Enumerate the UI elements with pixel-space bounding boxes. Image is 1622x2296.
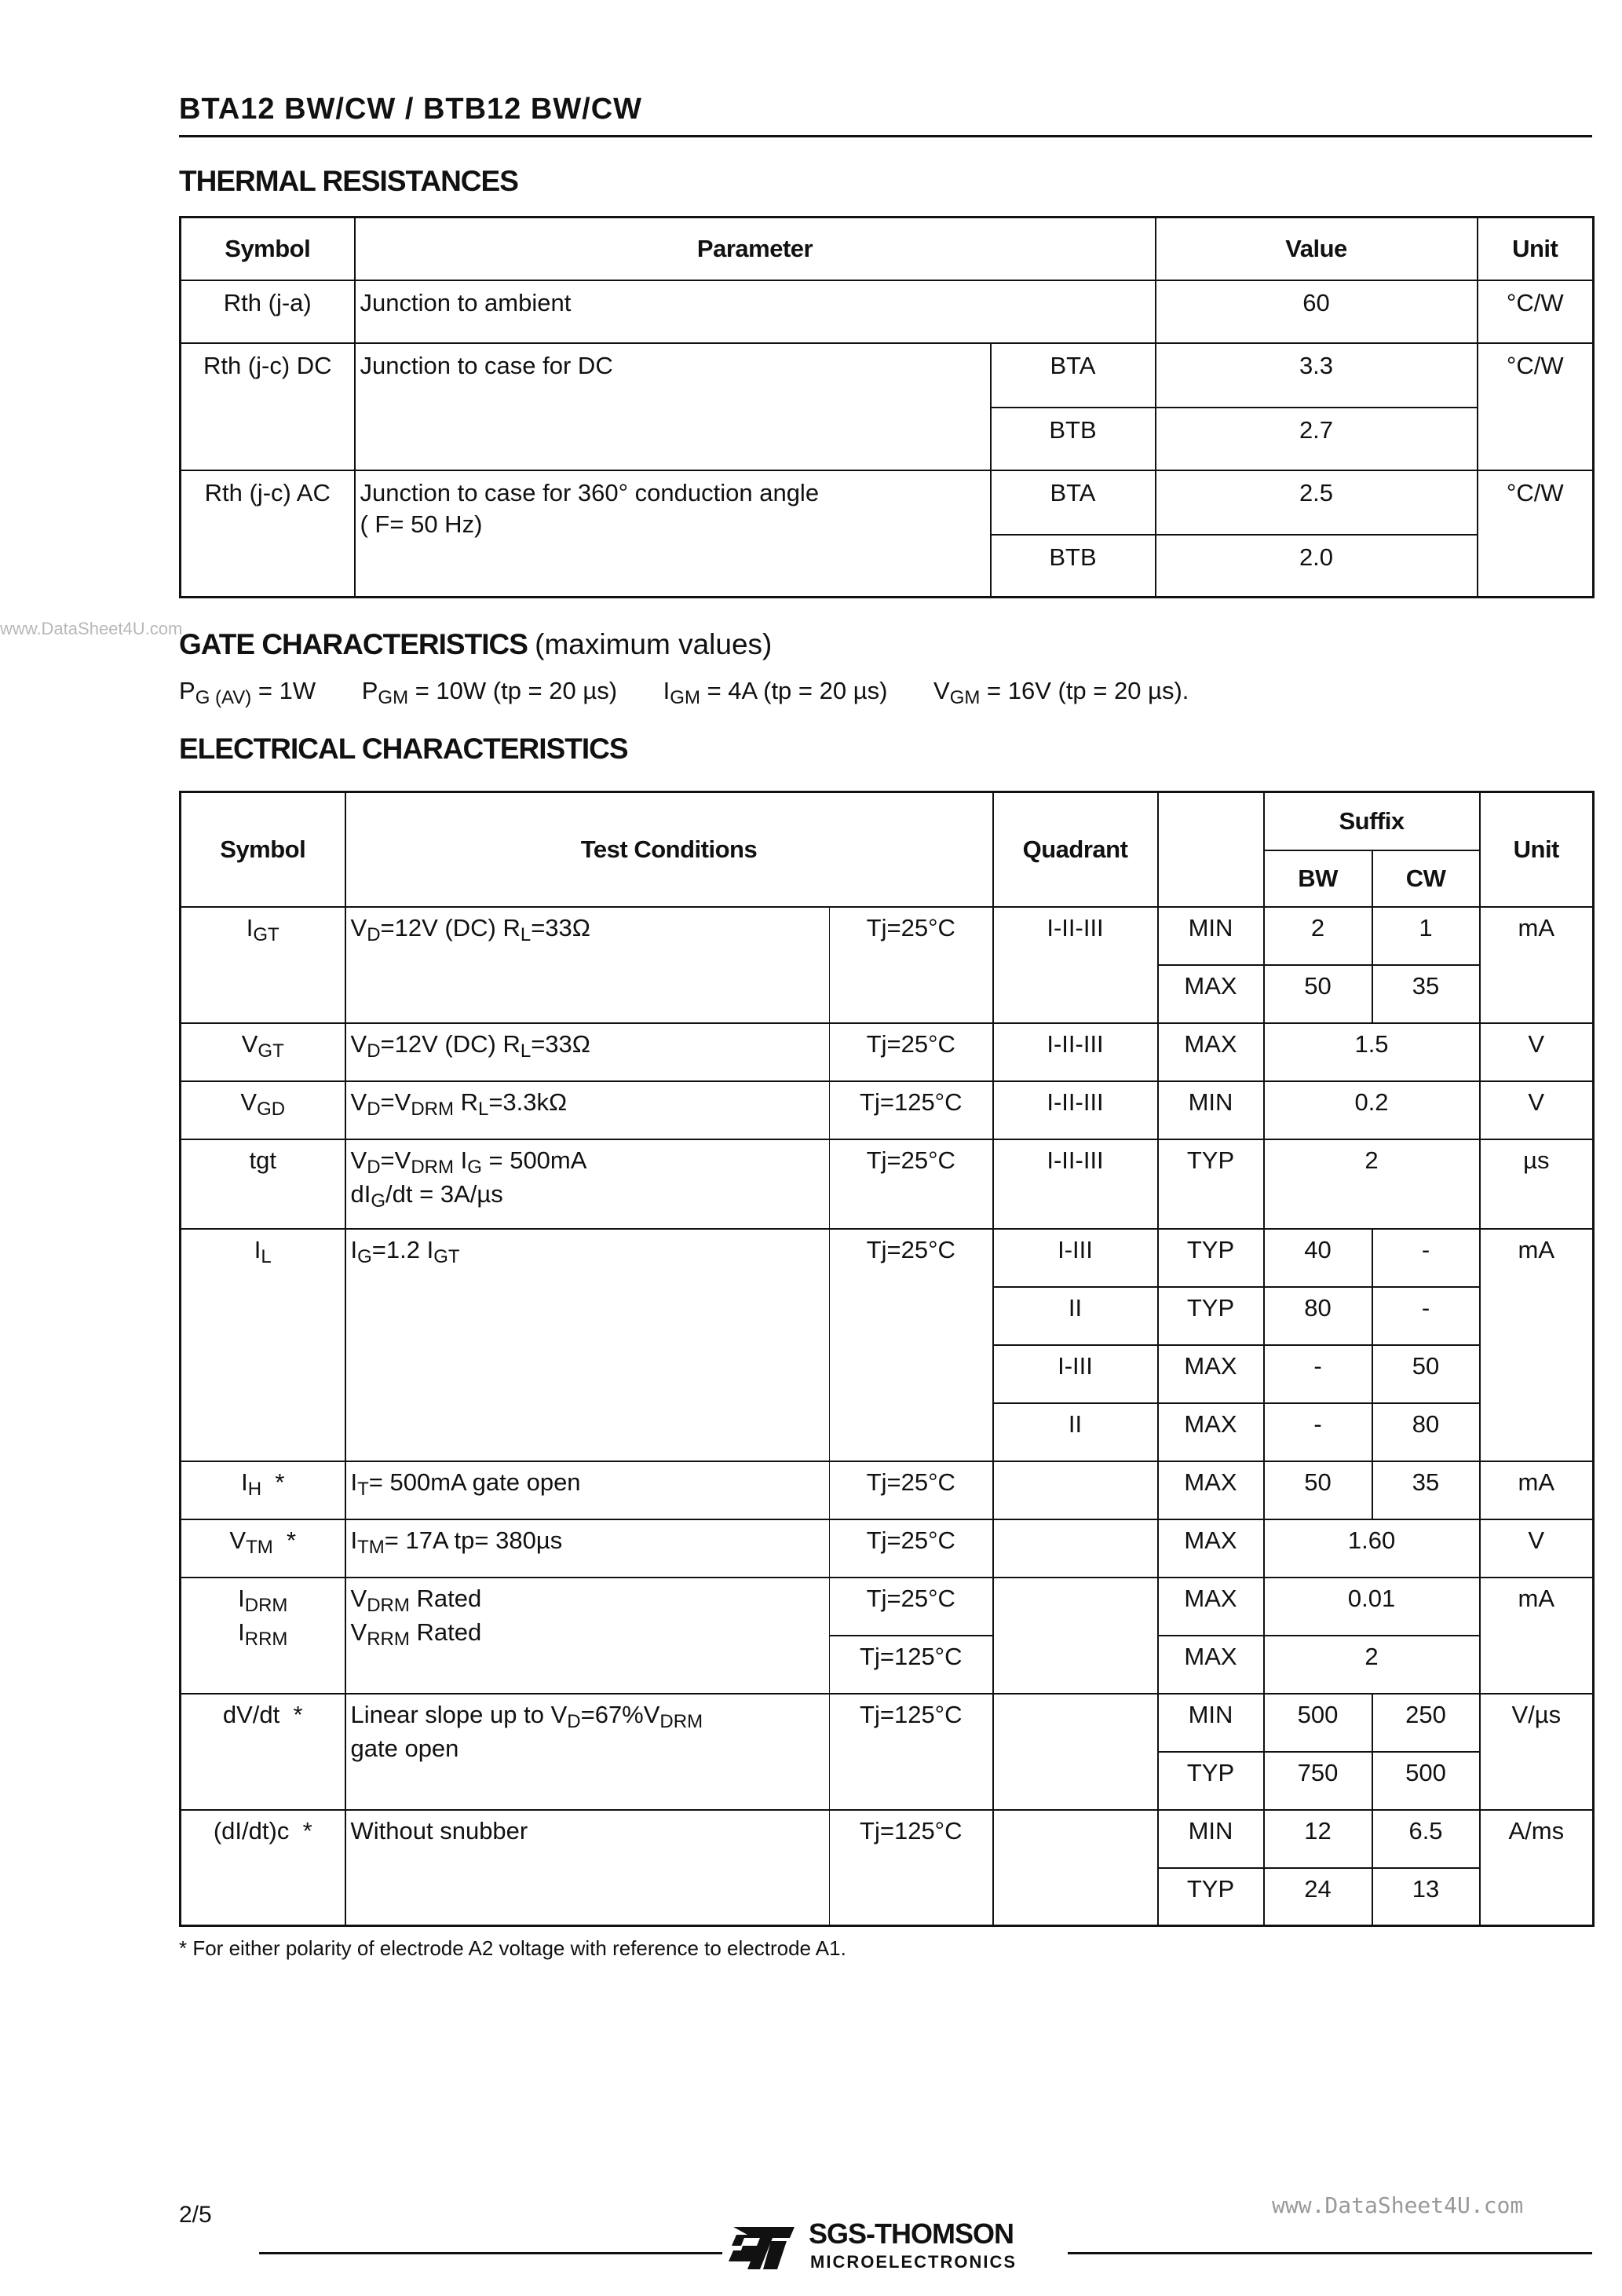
- value-cell: 0.01: [1264, 1578, 1480, 1636]
- bw-cell: 40: [1264, 1229, 1372, 1287]
- condition-cell: IT= 500mA gate open: [345, 1461, 830, 1519]
- unit-cell: °C/W: [1478, 343, 1594, 470]
- tj-cell: Tj=125°C: [830, 1810, 993, 1926]
- table-row: [181, 470, 1594, 535]
- quadrant-cell: [993, 1578, 1158, 1694]
- bw-cell: 12: [1264, 1810, 1372, 1868]
- quadrant-cell: [993, 1519, 1158, 1578]
- th-unit: Unit: [1478, 218, 1594, 280]
- symbol-cell: VTM *: [181, 1519, 345, 1578]
- th-parameter: Parameter: [355, 218, 1156, 280]
- parameter-cell: Junction to ambient: [355, 280, 1156, 343]
- symbol-cell: Rth (j-a): [181, 280, 355, 343]
- tj-cell: Tj=25°C: [830, 1229, 993, 1461]
- value-cell: 1.60: [1264, 1519, 1480, 1578]
- tj-cell: Tj=25°C: [830, 1578, 993, 1636]
- bw-cell: 500: [1264, 1694, 1372, 1752]
- type-cell: TYP: [1158, 1139, 1264, 1229]
- unit-cell: V/µs: [1480, 1694, 1594, 1810]
- unit-cell: V: [1480, 1519, 1594, 1578]
- table-row: [181, 1139, 1594, 1229]
- type-cell: TYP: [1158, 1287, 1264, 1345]
- symbol-cell: VGD: [181, 1081, 345, 1139]
- electrical-heading: ELECTRICAL CHARACTERISTICS: [179, 733, 628, 765]
- pg-value: PG (AV) = 1W: [179, 677, 316, 708]
- type-cell: MAX: [1158, 1345, 1264, 1403]
- type-cell: MAX: [1158, 1636, 1264, 1694]
- symbol-cell: VGT: [181, 1023, 345, 1081]
- quadrant-cell: [993, 1694, 1158, 1810]
- symbol-cell: (dI/dt)c *: [181, 1810, 345, 1926]
- page-number: 2/5: [179, 2202, 212, 2228]
- eh-symbol: Symbol: [181, 792, 345, 907]
- unit-cell: °C/W: [1478, 470, 1594, 598]
- bw-cell: -: [1264, 1403, 1372, 1461]
- cw-cell: 1: [1372, 907, 1480, 965]
- footer-rule: [259, 2252, 722, 2254]
- bw-cell: -: [1264, 1345, 1372, 1403]
- quadrant-cell: I-II-III: [993, 1023, 1158, 1081]
- value-cell: 1.5: [1264, 1023, 1480, 1081]
- quadrant-cell: I-II-III: [993, 907, 1158, 1023]
- st-logo-icon: [725, 2222, 798, 2274]
- bw-cell: 50: [1264, 965, 1372, 1023]
- type-cell: TYP: [1158, 1752, 1264, 1810]
- cw-cell: 35: [1372, 965, 1480, 1023]
- condition-cell: VD=VDRM RL=3.3kΩ: [345, 1081, 830, 1139]
- symbol-cell: dV/dt *: [181, 1694, 345, 1810]
- bw-cell: 50: [1264, 1461, 1372, 1519]
- symbol-cell: IDRM IRRM: [181, 1578, 345, 1694]
- unit-cell: A/ms: [1480, 1810, 1594, 1926]
- parameter-cell: Junction to case for DC: [355, 343, 991, 470]
- quadrant-cell: I-II-III: [993, 1081, 1158, 1139]
- condition-cell: Without snubber: [345, 1810, 830, 1926]
- symbol-cell: Rth (j-c) DC: [181, 343, 355, 470]
- eh-quadrant: Quadrant: [993, 792, 1158, 907]
- type-cell: MIN: [1158, 1694, 1264, 1752]
- table-row: [181, 343, 1594, 408]
- symbol-cell: Rth (j-c) AC: [181, 470, 355, 598]
- variant-cell: BTB: [991, 535, 1156, 598]
- symbol-cell: IL: [181, 1229, 345, 1461]
- eh-bw: BW: [1264, 850, 1372, 907]
- quadrant-cell: II: [993, 1287, 1158, 1345]
- table-row: [181, 1694, 1594, 1752]
- bw-cell: 750: [1264, 1752, 1372, 1810]
- gate-heading: [179, 628, 772, 661]
- type-cell: MAX: [1158, 1461, 1264, 1519]
- table-row: [181, 1081, 1594, 1139]
- variant-cell: BTA: [991, 343, 1156, 408]
- parameter-line: Junction to case for 360° conduction angle: [360, 478, 820, 506]
- unit-cell: mA: [1480, 1578, 1594, 1694]
- tj-cell: Tj=125°C: [830, 1636, 993, 1694]
- tj-cell: Tj=25°C: [830, 1139, 993, 1229]
- th-value: Value: [1156, 218, 1478, 280]
- type-cell: MIN: [1158, 907, 1264, 965]
- unit-cell: V: [1480, 1023, 1594, 1081]
- value-cell: 60: [1156, 280, 1478, 343]
- table-row: [181, 1810, 1594, 1868]
- symbol-cell: IGT: [181, 907, 345, 1023]
- value-cell: 3.3: [1156, 343, 1478, 408]
- thermal-table: [179, 216, 1595, 598]
- type-cell: MAX: [1158, 1519, 1264, 1578]
- title-rule: [179, 135, 1592, 137]
- quadrant-cell: [993, 1461, 1158, 1519]
- table-row: [181, 280, 1594, 343]
- tj-cell: Tj=25°C: [830, 1461, 993, 1519]
- unit-cell: mA: [1480, 1461, 1594, 1519]
- condition-cell: Linear slope up to VD=67%VDRM gate open: [345, 1694, 830, 1810]
- symbol-cell: tgt: [181, 1139, 345, 1229]
- parameter-cell: [355, 470, 991, 598]
- eh-blank: [1158, 792, 1264, 907]
- eh-unit: Unit: [1480, 792, 1594, 907]
- unit-cell: mA: [1480, 907, 1594, 1023]
- condition-cell: VDRM Rated VRRM Rated: [345, 1578, 830, 1694]
- company-name: SGS-THOMSON: [809, 2217, 1014, 2250]
- cw-cell: -: [1372, 1229, 1480, 1287]
- cw-cell: 500: [1372, 1752, 1480, 1810]
- quadrant-cell: [993, 1810, 1158, 1926]
- tj-cell: Tj=25°C: [830, 907, 993, 1023]
- variant-cell: BTA: [991, 470, 1156, 535]
- bw-cell: 24: [1264, 1868, 1372, 1926]
- footer-rule: [1068, 2252, 1592, 2254]
- electrical-table: [179, 791, 1595, 1927]
- cw-cell: -: [1372, 1287, 1480, 1345]
- document-title: BTA12 BW/CW / BTB12 BW/CW: [179, 93, 643, 126]
- vgm-value: VGM = 16V (tp = 20 µs).: [933, 677, 1189, 708]
- watermark-left: www.DataSheet4U.com: [0, 619, 183, 638]
- eh-cw: CW: [1372, 850, 1480, 907]
- table-row: [181, 1023, 1594, 1081]
- unit-cell: µs: [1480, 1139, 1594, 1229]
- value-cell: 2.7: [1156, 408, 1478, 470]
- variant-cell: BTB: [991, 408, 1156, 470]
- table-row: [181, 1578, 1594, 1636]
- type-cell: MAX: [1158, 1403, 1264, 1461]
- type-cell: MIN: [1158, 1810, 1264, 1868]
- watermark-right: www.DataSheet4U.com: [1272, 2192, 1524, 2218]
- eh-test-conditions: Test Conditions: [345, 792, 993, 907]
- bw-cell: 80: [1264, 1287, 1372, 1345]
- type-cell: MAX: [1158, 965, 1264, 1023]
- tj-cell: Tj=25°C: [830, 1023, 993, 1081]
- condition-cell: VD=12V (DC) RL=33Ω: [345, 1023, 830, 1081]
- cw-cell: 6.5: [1372, 1810, 1480, 1868]
- quadrant-cell: I-II-III: [993, 1139, 1158, 1229]
- igm-value: IGM = 4A (tp = 20 µs): [663, 677, 888, 708]
- th-symbol: Symbol: [181, 218, 355, 280]
- symbol-cell: IH *: [181, 1461, 345, 1519]
- type-cell: MIN: [1158, 1081, 1264, 1139]
- gate-heading-normal: (maximum values): [535, 628, 773, 660]
- table-row: [181, 1461, 1594, 1519]
- gate-values: [179, 677, 1228, 708]
- quadrant-cell: I-III: [993, 1229, 1158, 1287]
- unit-cell: mA: [1480, 1229, 1594, 1461]
- type-cell: TYP: [1158, 1229, 1264, 1287]
- condition-cell: ITM= 17A tp= 380µs: [345, 1519, 830, 1578]
- thermal-heading: THERMAL RESISTANCES: [179, 165, 518, 197]
- value-cell: 2.0: [1156, 535, 1478, 598]
- unit-cell: °C/W: [1478, 280, 1594, 343]
- tj-cell: Tj=125°C: [830, 1081, 993, 1139]
- tj-cell: Tj=25°C: [830, 1519, 993, 1578]
- company-subtitle: MICROELECTRONICS: [810, 2252, 1017, 2272]
- eh-suffix: Suffix: [1264, 792, 1480, 850]
- table-row: [181, 907, 1594, 965]
- table-row: [181, 1229, 1594, 1287]
- type-cell: MAX: [1158, 1578, 1264, 1636]
- quadrant-cell: I-III: [993, 1345, 1158, 1403]
- cw-cell: 13: [1372, 1868, 1480, 1926]
- footnote: * For either polarity of electrode A2 voltage with reference to electrode A1.: [179, 1936, 846, 1960]
- condition-cell: IG=1.2 IGT: [345, 1229, 830, 1461]
- tj-cell: Tj=125°C: [830, 1694, 993, 1810]
- table-row: [181, 1519, 1594, 1578]
- type-cell: MAX: [1158, 1023, 1264, 1081]
- cw-cell: 50: [1372, 1345, 1480, 1403]
- unit-cell: V: [1480, 1081, 1594, 1139]
- parameter-line: ( F= 50 Hz): [360, 510, 483, 538]
- quadrant-cell: II: [993, 1403, 1158, 1461]
- type-cell: TYP: [1158, 1868, 1264, 1926]
- pgm-value: PGM = 10W (tp = 20 µs): [361, 677, 618, 708]
- value-cell: 0.2: [1264, 1081, 1480, 1139]
- gate-heading-bold: GATE CHARACTERISTICS: [179, 628, 528, 660]
- value-cell: 2: [1264, 1636, 1480, 1694]
- cw-cell: 250: [1372, 1694, 1480, 1752]
- value-cell: 2: [1264, 1139, 1480, 1229]
- cw-cell: 80: [1372, 1403, 1480, 1461]
- condition-cell: VD=VDRM IG = 500mA dIG/dt = 3A/µs: [345, 1139, 830, 1229]
- cw-cell: 35: [1372, 1461, 1480, 1519]
- condition-cell: VD=12V (DC) RL=33Ω: [345, 907, 830, 1023]
- bw-cell: 2: [1264, 907, 1372, 965]
- value-cell: 2.5: [1156, 470, 1478, 535]
